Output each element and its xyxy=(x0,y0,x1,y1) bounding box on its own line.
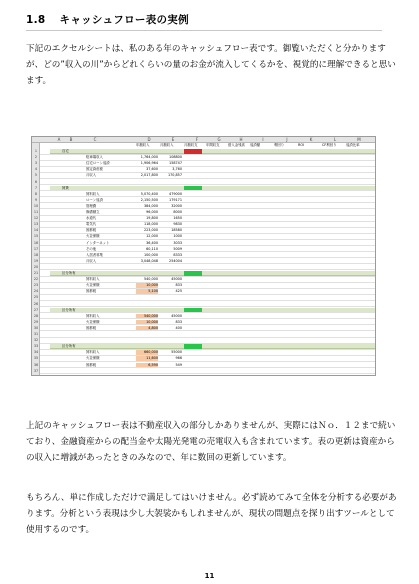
header-cell: 借入金残高 xyxy=(228,143,245,147)
gridline xyxy=(40,184,376,185)
heading-underline xyxy=(26,30,382,31)
row-number: 11 xyxy=(33,210,39,214)
row-number: 33 xyxy=(33,344,39,349)
value-cell: 540,000 xyxy=(143,277,158,282)
value-cell: 45000 xyxy=(171,277,182,282)
row-number: 10 xyxy=(33,203,39,208)
header-cell: 返済額 xyxy=(250,143,261,147)
section-title: キャッシュフロー表の実例 xyxy=(59,14,189,26)
gridline xyxy=(40,361,376,362)
column-letter: D xyxy=(147,137,151,142)
row-number: 28 xyxy=(33,313,39,318)
item-name: 火災保険 xyxy=(86,319,100,324)
row-number: 6 xyxy=(34,179,38,184)
column-letter: B xyxy=(69,137,73,142)
value-cell: 108800 xyxy=(169,155,182,160)
row-number: 5 xyxy=(34,173,38,178)
section-number: 1.8 xyxy=(26,14,46,26)
value-cell: 37,600 xyxy=(146,167,158,172)
header-cell: 月額収支 xyxy=(184,143,198,147)
table-row xyxy=(33,356,376,361)
row-number: 22 xyxy=(33,277,39,282)
gridline xyxy=(40,166,376,167)
table-row xyxy=(34,179,376,185)
gridline xyxy=(40,215,376,216)
column-letter: I xyxy=(262,137,264,142)
closing-paragraph: もちろん、単に作成しただけで満足してはいけません。必ず読めてみて全体を分析する必要があります。分析という表現は少し大袈裟かもしれませんが、現状の問題点を探り出すツールとして使用するのです。 xyxy=(26,493,397,535)
row-number: 30 xyxy=(33,325,39,330)
value-cell: 833 xyxy=(175,319,182,324)
row-number: 25 xyxy=(33,295,39,300)
row-number: 34 xyxy=(33,350,39,355)
value-cell: 1000 xyxy=(173,234,182,239)
gridline xyxy=(40,337,376,338)
section-name: 区分所有 xyxy=(62,307,76,312)
value-cell: 32000 xyxy=(171,203,182,208)
section-name: 区分所有 xyxy=(62,271,76,275)
item-name: 固都税 xyxy=(86,362,97,367)
column-letter: H xyxy=(239,137,243,142)
table-row xyxy=(33,295,376,300)
column-letter: J xyxy=(286,137,288,142)
value-cell: 8000 xyxy=(173,210,182,214)
value-cell: 11,600 xyxy=(146,356,158,361)
column-letter: L xyxy=(333,137,337,142)
gridline xyxy=(40,196,376,197)
table-row xyxy=(33,210,376,215)
table-row xyxy=(33,258,376,264)
table-row xyxy=(33,301,376,307)
row-number: 29 xyxy=(33,319,39,324)
item-name: 賃料収入 xyxy=(86,191,100,196)
row-number: 17 xyxy=(33,246,39,251)
section-name: 自宅 xyxy=(62,149,69,153)
item-name: 賃料収入 xyxy=(86,277,100,282)
gridline xyxy=(40,355,376,356)
value-cell: 2,150,500 xyxy=(140,197,158,202)
item-name: 修繕積立 xyxy=(86,210,100,214)
table-row xyxy=(33,264,376,270)
cashflow-spreadsheet-image xyxy=(31,136,376,376)
row-number: 36 xyxy=(33,362,39,367)
column-letter: K xyxy=(309,137,313,142)
value-cell: 223,000 xyxy=(143,228,158,233)
gridline xyxy=(40,312,376,313)
table-row xyxy=(33,246,376,252)
row-number: 31 xyxy=(33,332,39,336)
table-row xyxy=(33,222,376,227)
item-name: 駐車場収入 xyxy=(86,155,103,160)
value-cell: 660,000 xyxy=(143,350,158,355)
value-cell: 12,000 xyxy=(146,234,158,239)
item-name: 管理費 xyxy=(86,203,97,208)
item-name: 火災保険 xyxy=(86,283,100,288)
value-cell: 55000 xyxy=(171,350,182,355)
item-name: 月収入 xyxy=(86,258,97,263)
gridline xyxy=(40,239,376,240)
table-row xyxy=(33,350,376,355)
gridline xyxy=(40,343,376,344)
value-cell: 8333 xyxy=(173,252,182,257)
gridline xyxy=(40,306,376,307)
value-cell: 479000 xyxy=(169,191,182,196)
item-name: 賃料収入 xyxy=(86,350,100,355)
gridline xyxy=(40,160,376,161)
row-number: 9 xyxy=(34,197,38,202)
table-row xyxy=(34,173,376,178)
table-row xyxy=(33,277,376,282)
gridline xyxy=(40,288,376,289)
value-cell: 549 xyxy=(175,362,182,367)
value-cell: 5,100 xyxy=(148,289,158,294)
gridline xyxy=(40,330,376,331)
value-cell: 60,110 xyxy=(146,246,158,251)
table-row xyxy=(33,216,376,221)
row-number: 26 xyxy=(33,301,39,306)
column-letter: C xyxy=(93,137,97,142)
value-cell: 400 xyxy=(175,325,182,330)
value-cell: 254004 xyxy=(169,258,182,263)
value-cell: 833 xyxy=(175,283,182,288)
item-name: 火災保険 xyxy=(86,356,100,361)
gridline xyxy=(40,178,376,179)
gridline xyxy=(40,269,376,270)
item-name: 賃料収入 xyxy=(86,313,100,318)
section-row xyxy=(33,344,376,349)
item-name: 火災保険 xyxy=(86,234,100,239)
column-letter: E xyxy=(171,137,175,142)
value-cell: 3033 xyxy=(173,240,182,245)
row-number: 3 xyxy=(34,161,38,166)
item-name: 固都税 xyxy=(86,289,97,294)
section-row xyxy=(33,307,376,313)
table-row xyxy=(33,203,376,209)
table-row xyxy=(33,234,376,239)
row-number: 21 xyxy=(33,271,39,275)
gridline xyxy=(40,251,376,252)
gridline xyxy=(40,202,376,203)
item-name: 入居者募集 xyxy=(86,252,103,257)
column-letter: M xyxy=(357,137,361,142)
value-cell: 5009 xyxy=(173,246,182,251)
gridline xyxy=(40,349,376,350)
table-row xyxy=(33,362,376,368)
header-cell: 年額収入 xyxy=(136,143,150,147)
row-number: 12 xyxy=(33,216,39,221)
table-row xyxy=(34,197,376,203)
section-row xyxy=(34,185,376,191)
table-row xyxy=(33,338,376,343)
row-number: 1 xyxy=(34,149,38,153)
gridline xyxy=(40,172,376,173)
gridline xyxy=(40,263,376,264)
header-cell: 月額収入 xyxy=(160,143,174,147)
value-cell: 19,800 xyxy=(146,216,158,221)
table-row xyxy=(33,228,376,233)
gridline xyxy=(40,373,376,374)
intro-paragraph: 下記のエクセルシートは、私のある年のキャッシュフロー表です。御覧いただくと分かりますが、どの”収入の川”からどれくらいの量のお金が流入してくるかを、視覚的に理解できると思います。 xyxy=(26,44,396,86)
row-number: 20 xyxy=(33,264,39,269)
table-row xyxy=(33,368,376,374)
value-cell: 158747 xyxy=(169,161,182,166)
row-number: 18 xyxy=(33,252,39,257)
gridline xyxy=(40,208,376,209)
header-cell: 返済比率 xyxy=(346,143,360,147)
gridline xyxy=(40,154,376,155)
value-cell: 6,590 xyxy=(148,362,158,367)
column-letter: A xyxy=(57,137,61,142)
section-row xyxy=(34,149,376,154)
item-name: 固都税 xyxy=(86,325,97,330)
gridline xyxy=(40,190,376,191)
gridline xyxy=(40,227,376,228)
table-row xyxy=(34,191,376,197)
value-cell: 36,400 xyxy=(146,240,158,245)
value-cell: 1650 xyxy=(173,216,182,221)
header-cell: 年間収支 xyxy=(206,143,220,147)
middle-paragraph: 上記のキャッシュフロー表は不動産収入の部分しかありませんが、実際にはＮｏ．１２まで続いており、金融資産からの配当金や太陽光発電の売電収入も含まれています。表の更新は資産からの収入に増減があったときのみなので、年に数回の更新しています。 xyxy=(26,421,396,463)
value-cell: 1,764,000 xyxy=(140,155,158,160)
row-number: 4 xyxy=(34,167,38,172)
value-cell: 540,000 xyxy=(143,313,158,318)
row-number: 15 xyxy=(33,234,39,239)
value-cell: 118,000 xyxy=(143,222,158,227)
item-name: 月収入 xyxy=(86,173,97,178)
table-row xyxy=(33,252,376,258)
row-number: 35 xyxy=(33,356,39,361)
gridline xyxy=(40,324,376,325)
table-row xyxy=(33,283,376,288)
row-number: 7 xyxy=(34,185,38,190)
item-name: 固定資産税 xyxy=(86,167,103,172)
gridline xyxy=(40,367,376,368)
header-cell: ROI xyxy=(298,143,305,147)
row-number: 32 xyxy=(33,338,39,343)
column-letter: G xyxy=(217,137,221,142)
gridline xyxy=(40,282,376,283)
value-cell: 10,000 xyxy=(146,283,158,288)
table-row xyxy=(33,313,376,319)
section-name: 区分所有 xyxy=(62,344,76,349)
value-cell: 96,000 xyxy=(146,210,158,214)
value-cell: 2,017,800 xyxy=(140,173,158,178)
value-cell: 966 xyxy=(175,356,182,361)
table-row xyxy=(34,161,376,166)
item-name: その他 xyxy=(86,246,97,251)
item-name: 水道代 xyxy=(86,216,97,221)
row-number: 13 xyxy=(33,222,39,227)
gridline xyxy=(40,257,376,258)
item-name: 電気代 xyxy=(86,222,97,227)
table-row xyxy=(33,319,376,325)
section-name: 賃貸 xyxy=(62,185,69,190)
section-heading xyxy=(26,12,189,27)
value-cell: 1,906,964 xyxy=(140,161,158,166)
table-row xyxy=(34,167,376,172)
table-row xyxy=(33,325,376,331)
value-cell: 3,760 xyxy=(172,167,182,172)
gridline xyxy=(40,276,376,277)
section-row xyxy=(33,271,376,276)
column-letter: F xyxy=(195,137,199,142)
value-cell: 4,800 xyxy=(148,325,158,330)
table-row xyxy=(34,155,376,160)
table-row xyxy=(33,332,376,337)
page-number: 11 xyxy=(204,572,215,580)
row-number: 24 xyxy=(33,289,39,294)
gridline xyxy=(40,318,376,319)
header-row xyxy=(40,143,376,148)
row-number: 2 xyxy=(34,155,38,160)
row-number: 16 xyxy=(33,240,39,245)
header-cell: CF利回り xyxy=(322,143,337,147)
value-cell: 179171 xyxy=(169,197,182,202)
gridline xyxy=(40,294,376,295)
row-number: 14 xyxy=(33,228,39,233)
value-cell: 18580 xyxy=(171,228,182,233)
row-number: 19 xyxy=(33,258,39,263)
value-cell: 10,000 xyxy=(146,319,158,324)
table-row xyxy=(33,240,376,246)
item-name: 固都税 xyxy=(86,228,97,233)
value-cell: 5,070,400 xyxy=(140,191,158,196)
header-cell: 利回り xyxy=(274,143,285,147)
row-number: 27 xyxy=(33,307,39,312)
gridline xyxy=(40,300,376,301)
row-number: 8 xyxy=(34,191,38,196)
value-cell: 3,048,048 xyxy=(140,258,158,263)
value-cell: 100,000 xyxy=(143,252,158,257)
item-name: インターネット xyxy=(86,240,110,245)
item-name: ローン返済 xyxy=(86,197,103,202)
value-cell: 9830 xyxy=(173,222,182,227)
table-row xyxy=(33,289,376,294)
value-cell: 425 xyxy=(175,289,182,294)
value-cell: 384,000 xyxy=(143,203,158,208)
value-cell: 45000 xyxy=(171,313,182,318)
row-number: 37 xyxy=(33,368,39,373)
gridline xyxy=(40,233,376,234)
gridline xyxy=(40,221,376,222)
value-cell: 170,857 xyxy=(167,173,182,178)
item-name: 住宅ローン返済 xyxy=(86,161,110,166)
gridline xyxy=(40,245,376,246)
row-number: 23 xyxy=(33,283,39,288)
